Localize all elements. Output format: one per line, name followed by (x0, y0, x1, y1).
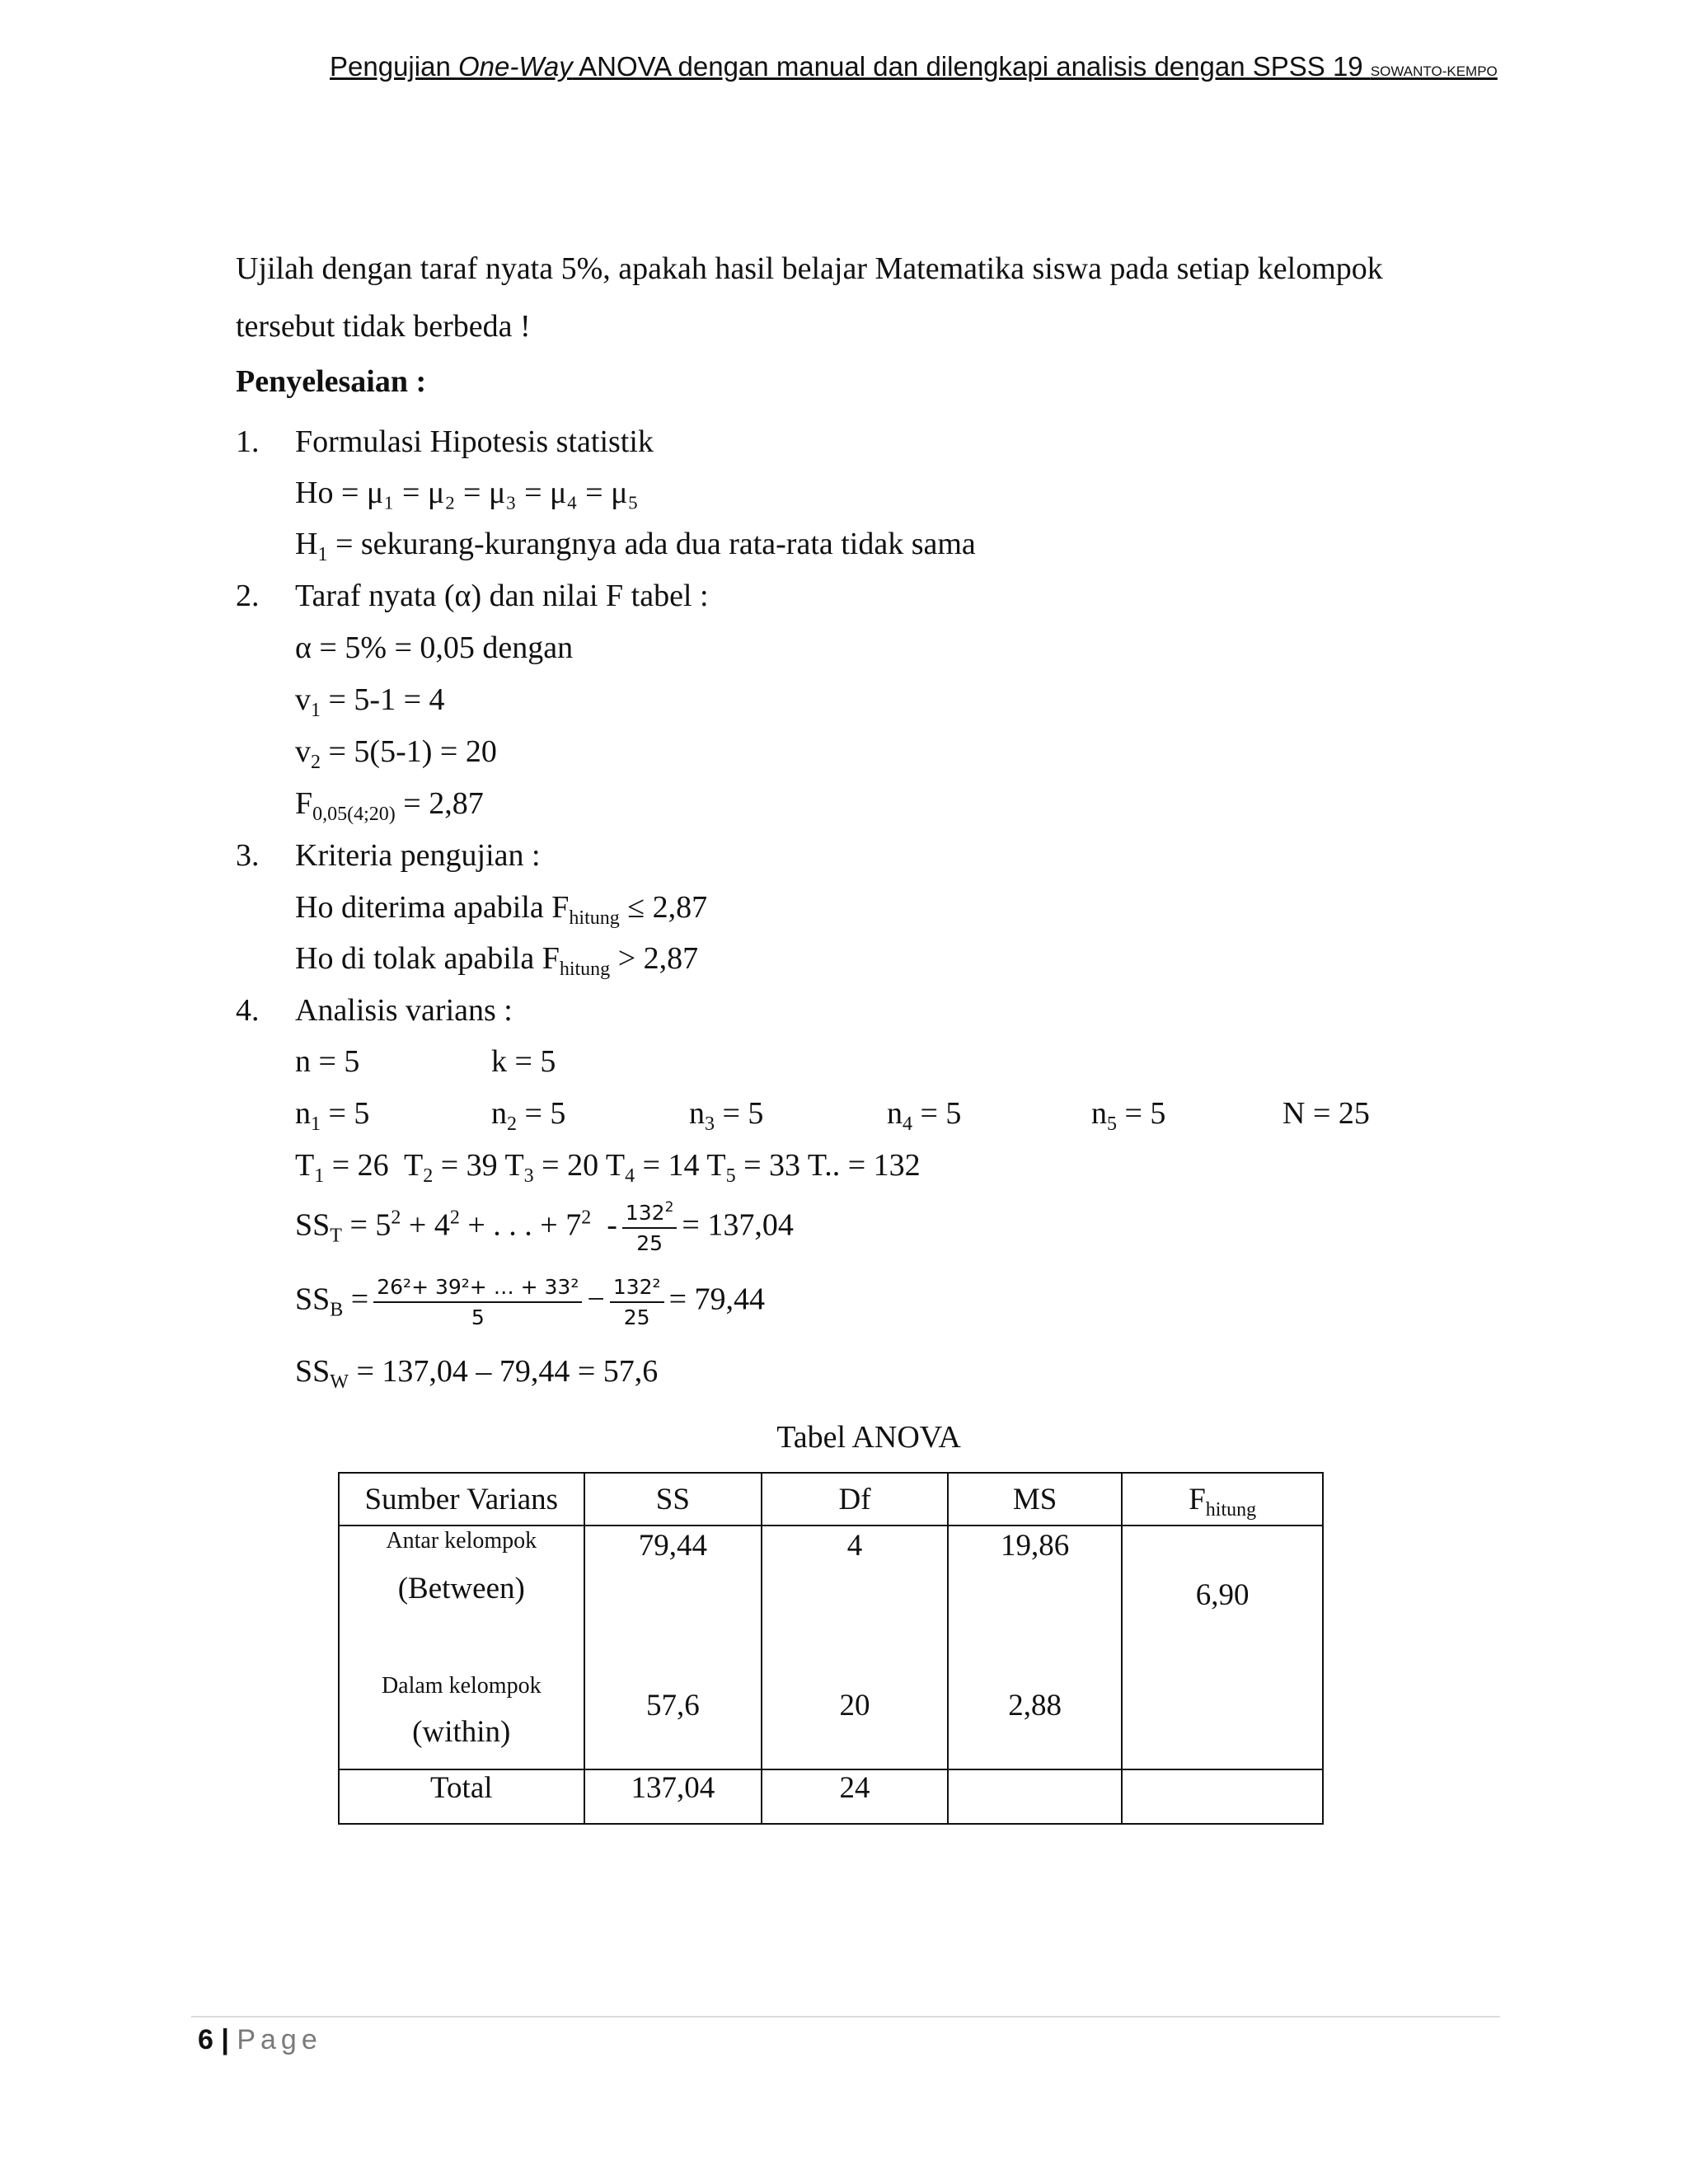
page-word: Page (237, 2024, 322, 2055)
n1-value: $n_1 = 5$ (295, 1096, 370, 1135)
f-value: 6,90 (1195, 1578, 1250, 1612)
header-ms: MS (948, 1473, 1123, 1526)
page-footer: 6 | Page (198, 2024, 322, 2055)
step-4-title: Analisis varians : (295, 993, 513, 1028)
ss-between-formula: $SS_B$ = $\frac{\text{26²+ 39²+ … + 33²}}{5}$ − $\frac{\text{132²}}{25}$ = 79,44 (295, 1275, 765, 1329)
between-label: (Between) (397, 1572, 525, 1605)
header-italic: One-Way (457, 51, 573, 82)
step-2-number: 2. (236, 579, 260, 613)
total-ms (948, 1769, 1123, 1824)
ss-total-formula: $SS_T = 5^2 + 4^2$ + . . . + $7^2$ - $\frac{132^2}{25}$ = 137,04 (295, 1199, 794, 1255)
k-value: k = 5 (491, 1044, 556, 1079)
ss-within-formula: $SS_W = 137,04 - 79,44 = 57,6$ (295, 1354, 659, 1393)
n-value: n = 5 (295, 1044, 360, 1079)
running-header: Pengujian One-Way ANOVA dengan manual dan dilengkapi analisis dengan SPSS 19 SOWANTO-KEMPO (330, 51, 1498, 82)
header-author: SOWANTO-KEMPO (1370, 63, 1498, 79)
header-source: Sumber Varians (339, 1473, 584, 1526)
step-1-title: Formulasi Hipotesis statistik (295, 424, 654, 459)
v1-line: $v_1 = 5-1 = 4$ (295, 682, 445, 721)
f-table-line: $F_{0,05(4;20)} = 2,87$ (295, 786, 484, 825)
total-ss: 137,04 (584, 1769, 762, 1824)
v2-line: $v_2 = 5(5-1) = 20$ (295, 734, 497, 773)
between-df: 4 (846, 1529, 863, 1563)
n5-value: $n_5 = 5$ (1091, 1096, 1166, 1135)
ss-between-fraction-1: $\frac{\text{26²+ 39²+ … + 33²}}{5}$ (373, 1276, 582, 1329)
within-ss: 57,6 (646, 1689, 700, 1722)
ss-cell (584, 1526, 762, 1769)
table-caption: Tabel ANOVA (776, 1420, 961, 1455)
step-2-title: Taraf nyata (α) dan nilai F tabel : (295, 579, 709, 613)
header-ss: SS (584, 1473, 762, 1526)
within-df: 20 (839, 1689, 870, 1722)
footer-divider (191, 2016, 1500, 2018)
table-header-row (339, 1473, 1323, 1526)
total-label: Total (339, 1769, 584, 1824)
intro-line-1: Ujilah dengan taraf nyata 5%, apakah hasil belajar Matematika siswa pada setiap kelompok (236, 251, 1383, 286)
header-df: Df (762, 1473, 948, 1526)
hypothesis-h0: Ho = μ₁ = μ₂ = μ₃ = μ₄ = μ₅ (295, 476, 639, 510)
group-totals: $T_1 = 26$ $T_2 = 39$ $T_3 = 20$ $T_4 = 14$ $T_5 = 33$ T.. = 132 (295, 1148, 921, 1187)
n2-value: $n_2 = 5$ (491, 1096, 566, 1135)
within-label: (within) (412, 1715, 511, 1749)
n3-value: $n_3 = 5$ (689, 1096, 764, 1135)
between-ms: 19,86 (1000, 1529, 1070, 1563)
criteria-reject: Ho di tolak apabila $F_{hitung} > 2,87$ (295, 941, 699, 980)
between-label-small: Antar kelompok (386, 1528, 537, 1554)
big-n-value: N = 25 (1282, 1096, 1370, 1131)
within-label-small: Dalam kelompok (381, 1673, 542, 1699)
between-ss: 79,44 (638, 1529, 707, 1563)
solution-title: Penyelesaian : (236, 364, 427, 399)
step-4-number: 4. (236, 993, 260, 1028)
intro-line-2: tersebut tidak berbeda ! (236, 309, 531, 344)
total-df: 24 (762, 1769, 948, 1824)
step-1-number: 1. (236, 424, 260, 459)
ss-total-fraction: $\frac{132^2}{25}$ (622, 1202, 678, 1254)
anova-table (338, 1472, 1324, 1825)
table-row-total (339, 1769, 1323, 1824)
header-f: $F_{hitung}$ (1122, 1473, 1323, 1526)
source-cell (339, 1526, 584, 1769)
within-ms: 2,88 (1008, 1689, 1062, 1722)
total-f (1122, 1769, 1323, 1824)
table-row (339, 1526, 1323, 1769)
alpha-line: α = 5% = 0,05 dengan (295, 630, 574, 665)
ms-cell (948, 1526, 1123, 1769)
f-cell (1122, 1526, 1323, 1769)
criteria-accept: Ho diterima apabila $F_{hitung} \le 2,87$ (295, 890, 708, 929)
n4-value: $n_4 = 5$ (887, 1096, 962, 1135)
hypothesis-h1: $H_1$ = sekurang-kurangnya ada dua rata-rata tidak sama (295, 527, 976, 565)
step-3-number: 3. (236, 838, 260, 873)
step-3-title: Kriteria pengujian : (295, 838, 541, 873)
df-cell (762, 1526, 948, 1769)
ss-between-fraction-2: $\frac{\text{132²}}{25}$ (610, 1276, 664, 1329)
page-number: 6 (198, 2024, 213, 2055)
